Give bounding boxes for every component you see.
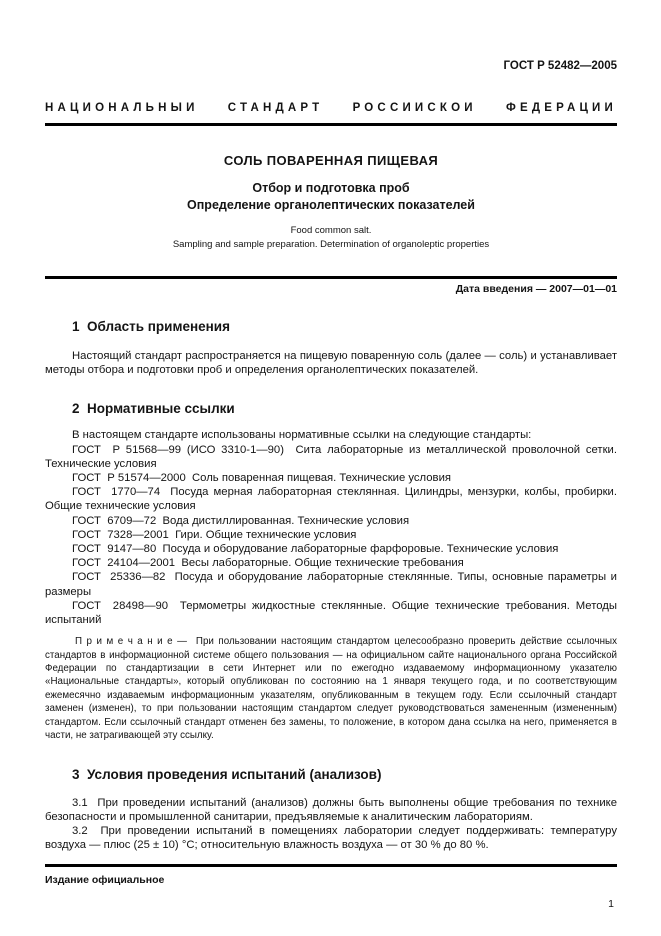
conditions-paragraph: 3.1 При проведении испытаний (анализов) должны быть выполнены общие требования по технике безопасности и промышленной санитарии, предъявляемые к аналитическим лабораториям.	[45, 796, 621, 823]
section-heading-conditions: 3 Условия проведения испытаний (анализов)	[72, 766, 382, 782]
reference-item: ГОСТ 9147—80 Посуда и оборудование лабораторные фарфоровые. Технические условия	[72, 543, 559, 556]
conditions-paragraph: 3.2 При проведении испытаний в помещениях лаборатории следует поддерживать: температуру воздуха — плюс (25 ± 10) °С; относительную влажность воздуха — от 30 % до 80 %.	[45, 824, 621, 852]
date-rule	[45, 276, 617, 279]
header-rule	[45, 123, 617, 126]
standard-banner: НАЦИОНАЛЬНЫЙ СТАНДАРТ РОССИЙСКОЙ ФЕДЕРАЦИИ	[45, 102, 617, 114]
references-intro: В настоящем стандарте использованы нормативные ссылки на следующие стандарты:	[72, 429, 532, 442]
document-title: СОЛЬ ПОВАРЕННАЯ ПИЩЕВАЯ	[223, 153, 439, 168]
references-list	[45, 443, 621, 628]
reference-item: ГОСТ 28498—90 Термометры жидкостные стеклянные. Общие технические требования. Методы испытаний	[45, 599, 621, 627]
reference-item: ГОСТ 24104—2001 Весы лабораторные. Общие технические требования	[72, 557, 464, 570]
references-note: П р и м е ч а н и е — При пользовании настоящим стандартом целесообразно проверить действие ссылочных стандартов в информационной системе общего пользования — на официальном сайте национального органа Российской Федерации по стандартизации в сети Интернет или по ежегодно издаваемому информационному указателю «Национальные стандарты», который опубликован по состоянию на 1 января текущего года, и по соответствующим ежемесячно издаваемым информационным указателям, опубликованным в текущем году. Если ссылочный стандарт заменен (изменен), то при пользовании настоящим стандартом следует руководствоваться замененным (измененным) стандартом. Если ссылочный стандарт отменен без замены, то положение, в котором дана ссылка на него, применяется в части, не затрагивающей эту ссылку.	[45, 636, 620, 742]
section-heading-references: 2 Нормативные ссылки	[72, 401, 235, 417]
reference-item: ГОСТ 1770—74 Посуда мерная лабораторная стеклянная. Цилиндры, мензурки, колбы, пробирки. Общие технические условия	[45, 486, 621, 513]
reference-item: ГОСТ Р 51574—2000 Соль поваренная пищевая. Технические условия	[72, 472, 451, 485]
reference-item: ГОСТ Р 51568—99 (ИСО 3310-1—90) Сита лабораторные из металлической проволочной сетки. Технические условия	[45, 443, 621, 470]
reference-item: ГОСТ 7328—2001 Гири. Общие технические условия	[72, 528, 357, 541]
footer-rule	[45, 864, 617, 867]
reference-item: ГОСТ 25336—82 Посуда и оборудование лабораторные стеклянные. Типы, основные параметры и размеры	[45, 571, 621, 598]
section-heading-scope: 1 Область применения	[72, 319, 230, 334]
document-title-english-1: Food common salt.	[290, 225, 372, 236]
edition-label: Издание официальное	[45, 874, 165, 887]
document-subtitle-1: Отбор и подготовка проб	[252, 181, 410, 195]
effective-date: Дата введения — 2007—01—01	[455, 283, 617, 295]
reference-item: ГОСТ 6709—72 Вода дистиллированная. Технические условия	[72, 514, 410, 527]
doc-code: ГОСТ Р 52482—2005	[503, 60, 617, 72]
document-subtitle-2: Определение органолептических показателей	[187, 198, 475, 212]
conditions-paragraphs	[45, 796, 621, 853]
document-title-english-2: Sampling and sample preparation. Determination of organoleptic properties	[172, 239, 490, 250]
scope-paragraph: Настоящий стандарт распространяется на пищевую поваренную соль (далее — соль) и устанавливает методы отбора и подготовки проб и определения органолептических показателей.	[45, 350, 621, 377]
page-number: 1	[608, 898, 614, 911]
